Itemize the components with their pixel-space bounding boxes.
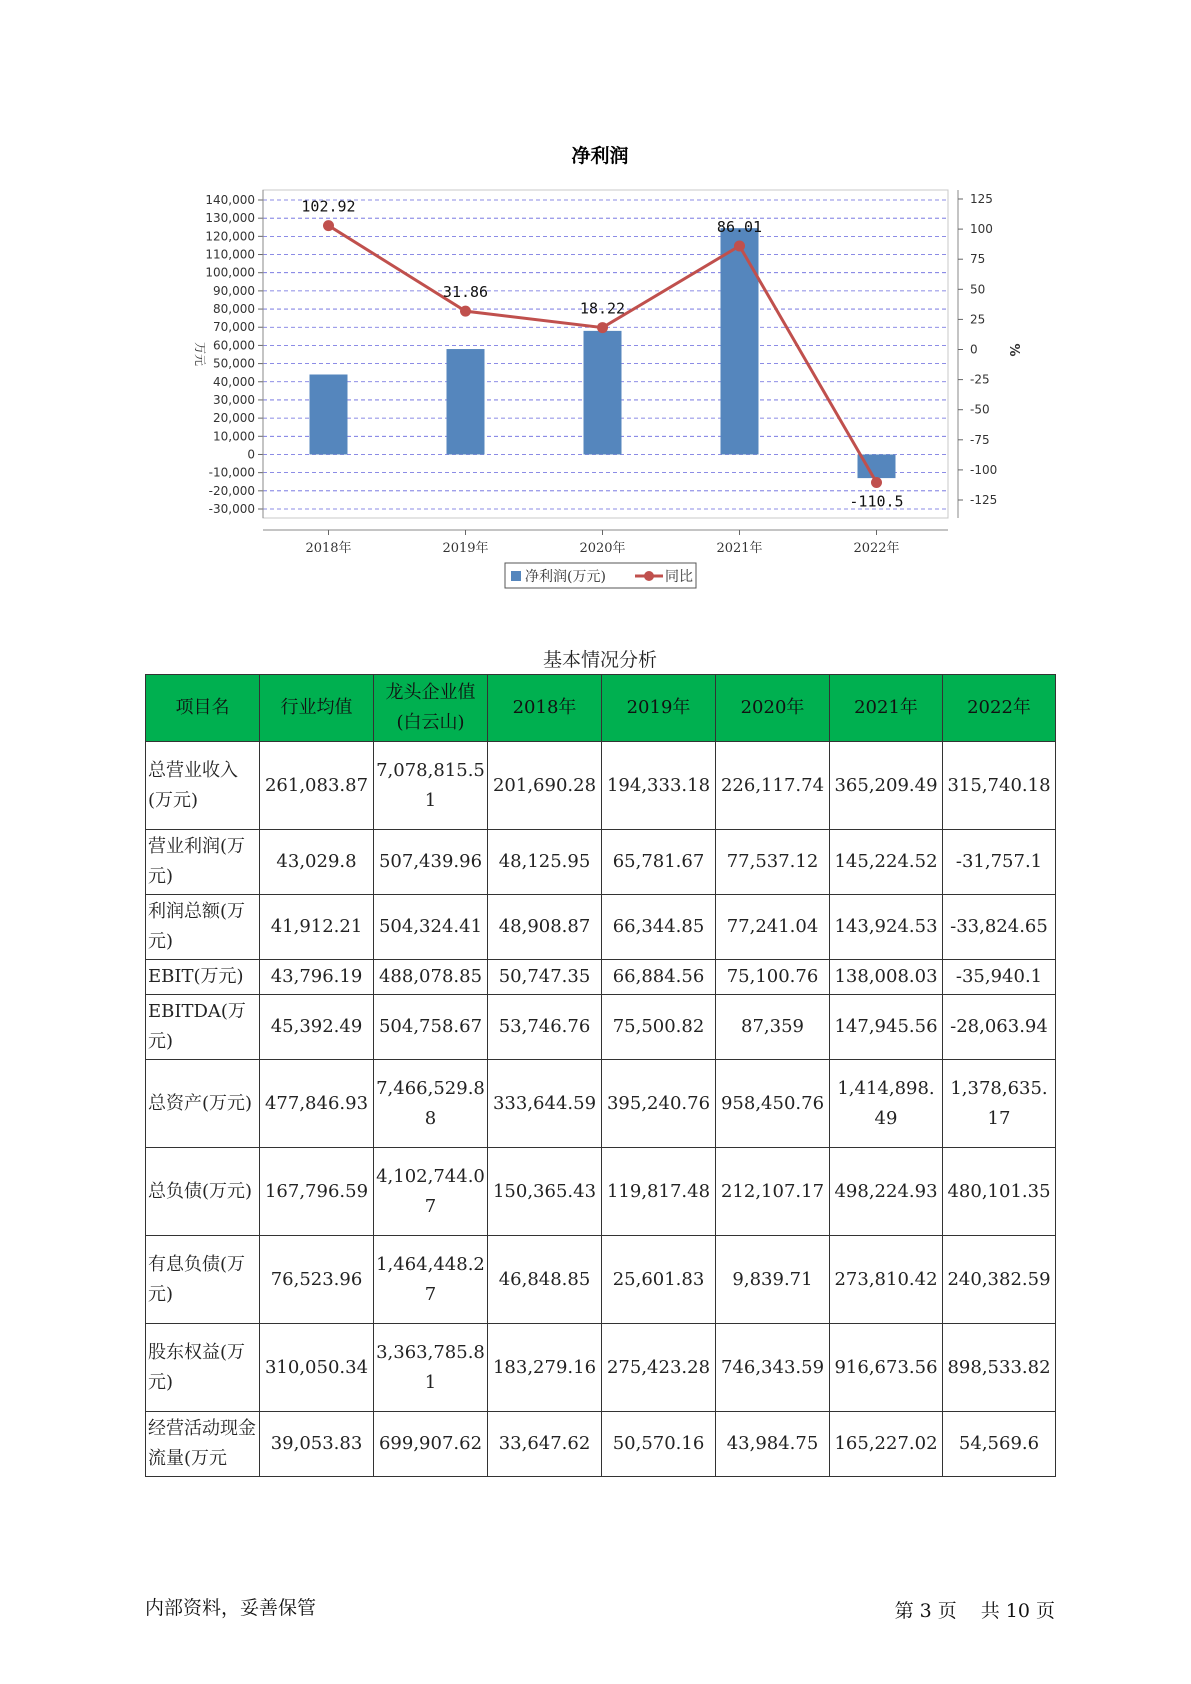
- y2-tick-label: 0: [970, 342, 978, 357]
- page-current: 3: [919, 1600, 932, 1622]
- net-profit-chart: [0, 0, 1191, 600]
- table-cell: 167,796.59: [260, 1148, 374, 1236]
- y2-tick-label: 100: [970, 222, 993, 237]
- table-row: [146, 1412, 1056, 1477]
- table-cell: 310,050.34: [260, 1324, 374, 1412]
- row-label: EBIT(万元): [146, 960, 260, 995]
- y-tick-label: 120,000: [205, 229, 255, 244]
- table-cell: 240,382.59: [943, 1236, 1056, 1324]
- chart-title: 净利润: [571, 145, 629, 167]
- y-tick-label: 0: [247, 447, 255, 462]
- legend-line-marker: [644, 571, 654, 581]
- table-cell: 365,209.49: [830, 742, 943, 830]
- x-tick-label: 2019年: [442, 541, 489, 556]
- table-cell: 65,781.67: [602, 830, 716, 895]
- row-label: 总资产(万元): [146, 1060, 260, 1148]
- table-cell: 75,500.82: [602, 995, 716, 1060]
- chart-svg: [0, 0, 1191, 600]
- bar-2019: [447, 349, 485, 454]
- page-prefix: 第: [894, 1600, 914, 1622]
- y-tick-label: -30,000: [208, 502, 255, 516]
- table-cell: 507,439.96: [374, 830, 488, 895]
- table-cell: 916,673.56: [830, 1324, 943, 1412]
- y-axis-label: 万元: [193, 341, 207, 367]
- y-tick-label: 80,000: [213, 302, 255, 317]
- table-cell: 50,747.35: [488, 960, 602, 995]
- table-cell: 746,343.59: [716, 1324, 830, 1412]
- yoy-point: [460, 306, 471, 317]
- table-cell: 333,644.59: [488, 1060, 602, 1148]
- table-header-row: [146, 675, 1056, 742]
- table-cell: 480,101.35: [943, 1148, 1056, 1236]
- table-cell: 46,848.85: [488, 1236, 602, 1324]
- table-header-5: 2020年: [716, 675, 830, 742]
- table-row: [146, 830, 1056, 895]
- y2-tick-label: 25: [970, 312, 986, 327]
- table-cell: 504,324.41: [374, 895, 488, 960]
- x-tick-label: 2020年: [579, 541, 626, 556]
- table-cell: 1,378,635.17: [943, 1060, 1056, 1148]
- y2-tick-label: -100: [970, 462, 998, 477]
- row-label: 总负债(万元): [146, 1148, 260, 1236]
- table-cell: 77,537.12: [716, 830, 830, 895]
- footer-confidential: 内部资料，妥善保管: [145, 1597, 317, 1619]
- y2-tick-label: 50: [970, 282, 986, 297]
- table-cell: 147,945.56: [830, 995, 943, 1060]
- y2-tick-label: -25: [970, 372, 990, 387]
- table-cell: 7,078,815.51: [374, 742, 488, 830]
- table-cell: 33,647.62: [488, 1412, 602, 1477]
- table-row: [146, 1236, 1056, 1324]
- row-label: EBITDA(万元): [146, 995, 260, 1060]
- x-tick-label: 2021年: [716, 541, 763, 556]
- total-prefix: 共: [980, 1600, 1000, 1622]
- row-label: 利润总额(万元): [146, 895, 260, 960]
- table-row: [146, 995, 1056, 1060]
- row-label: 有息负债(万元): [146, 1236, 260, 1324]
- bar-2020: [584, 331, 622, 455]
- table-cell: -35,940.1: [943, 960, 1056, 995]
- y2-tick-label: 75: [970, 252, 986, 267]
- table-cell: 119,817.48: [602, 1148, 716, 1236]
- table-cell: 43,029.8: [260, 830, 374, 895]
- page-unit: 页: [937, 1600, 957, 1622]
- footer-page-number: [889, 1596, 1055, 1623]
- table-cell: 4,102,744.07: [374, 1148, 488, 1236]
- table-title: 基本情况分析: [542, 649, 657, 671]
- y-tick-label: 70,000: [213, 320, 255, 335]
- table-cell: 150,365.43: [488, 1148, 602, 1236]
- y2-tick-label: -50: [970, 402, 990, 417]
- y-tick-label: 110,000: [205, 247, 255, 262]
- bar-2021: [721, 228, 759, 454]
- table-row: [146, 742, 1056, 830]
- legend-line-label: 同比: [665, 569, 693, 585]
- table-cell: 66,344.85: [602, 895, 716, 960]
- yoy-point: [597, 322, 608, 333]
- table-cell: 77,241.04: [716, 895, 830, 960]
- table-cell: -33,824.65: [943, 895, 1056, 960]
- y-tick-label: -10,000: [208, 465, 255, 480]
- table-row: [146, 1148, 1056, 1236]
- table-cell: 315,740.18: [943, 742, 1056, 830]
- table-header-2: 龙头企业值(白云山): [374, 675, 488, 742]
- row-label: 经营活动现金流量(万元: [146, 1412, 260, 1477]
- table-cell: 898,533.82: [943, 1324, 1056, 1412]
- table-cell: 43,984.75: [716, 1412, 830, 1477]
- table-cell: 3,363,785.81: [374, 1324, 488, 1412]
- y2-tick-label: -75: [970, 432, 990, 447]
- y-tick-label: 140,000: [205, 193, 255, 207]
- table-row: [146, 895, 1056, 960]
- table-cell: 477,846.93: [260, 1060, 374, 1148]
- yoy-data-label: 18.22: [579, 299, 626, 318]
- table-cell: 275,423.28: [602, 1324, 716, 1412]
- yoy-data-label: 86.01: [716, 217, 763, 236]
- yoy-data-label: 31.86: [442, 283, 489, 302]
- table-header-0: 项目名: [146, 675, 260, 742]
- table-cell: 273,810.42: [830, 1236, 943, 1324]
- table-cell: 54,569.6: [943, 1412, 1056, 1477]
- table-cell: 41,912.21: [260, 895, 374, 960]
- bar-2018: [310, 374, 348, 454]
- row-label: 总营业收入(万元): [146, 742, 260, 830]
- table-cell: 50,570.16: [602, 1412, 716, 1477]
- table-cell: -28,063.94: [943, 995, 1056, 1060]
- y-tick-label: 130,000: [205, 211, 255, 226]
- table-cell: 25,601.83: [602, 1236, 716, 1324]
- legend-bar-label: 净利润(万元): [525, 569, 606, 585]
- table-cell: 498,224.93: [830, 1148, 943, 1236]
- table-cell: 395,240.76: [602, 1060, 716, 1148]
- row-label: 营业利润(万元): [146, 830, 260, 895]
- table-cell: 7,466,529.88: [374, 1060, 488, 1148]
- table-header-4: 2019年: [602, 675, 716, 742]
- table-cell: 504,758.67: [374, 995, 488, 1060]
- table-cell: 261,083.87: [260, 742, 374, 830]
- yoy-data-label: 102.92: [301, 197, 356, 216]
- table-header-6: 2021年: [830, 675, 943, 742]
- y-tick-label: 60,000: [213, 338, 255, 353]
- table-cell: 194,333.18: [602, 742, 716, 830]
- table-cell: 958,450.76: [716, 1060, 830, 1148]
- table-cell: 48,908.87: [488, 895, 602, 960]
- table-cell: 76,523.96: [260, 1236, 374, 1324]
- y-tick-label: 30,000: [213, 392, 255, 407]
- y-tick-label: 40,000: [213, 374, 255, 389]
- table-cell: 45,392.49: [260, 995, 374, 1060]
- table-cell: 699,907.62: [374, 1412, 488, 1477]
- legend-bar-swatch: [511, 571, 521, 581]
- table-row: [146, 1324, 1056, 1412]
- total-unit: 页: [1035, 1600, 1055, 1622]
- table-cell: 53,746.76: [488, 995, 602, 1060]
- y-tick-label: -20,000: [208, 483, 255, 498]
- yoy-data-label: -110.5: [849, 492, 904, 511]
- table-cell: 201,690.28: [488, 742, 602, 830]
- y-tick-label: 10,000: [213, 429, 255, 444]
- page-total: 10: [1005, 1600, 1030, 1622]
- table-cell: 87,359: [716, 995, 830, 1060]
- table-cell: 226,117.74: [716, 742, 830, 830]
- table-row: [146, 1060, 1056, 1148]
- table-cell: 66,884.56: [602, 960, 716, 995]
- table-header-3: 2018年: [488, 675, 602, 742]
- y-tick-label: 90,000: [213, 283, 255, 298]
- y-tick-label: 100,000: [205, 265, 255, 280]
- table-cell: 1,464,448.27: [374, 1236, 488, 1324]
- table-cell: 143,924.53: [830, 895, 943, 960]
- yoy-point: [734, 240, 745, 251]
- yoy-point: [323, 220, 334, 231]
- y2-tick-label: 125: [970, 192, 993, 206]
- table-cell: 165,227.02: [830, 1412, 943, 1477]
- table-cell: 138,008.03: [830, 960, 943, 995]
- yoy-point: [871, 477, 882, 488]
- y2-tick-label: -125: [970, 493, 998, 507]
- table-cell: 75,100.76: [716, 960, 830, 995]
- table-cell: 39,053.83: [260, 1412, 374, 1477]
- table-cell: 1,414,898.49: [830, 1060, 943, 1148]
- y-tick-label: 50,000: [213, 356, 255, 371]
- analysis-table: [145, 674, 1056, 1477]
- table-cell: 48,125.95: [488, 830, 602, 895]
- y2-axis-label: %: [1006, 343, 1021, 357]
- table-cell: 212,107.17: [716, 1148, 830, 1236]
- table-cell: 9,839.71: [716, 1236, 830, 1324]
- y-tick-label: 20,000: [213, 411, 255, 426]
- row-label: 股东权益(万元): [146, 1324, 260, 1412]
- table-cell: -31,757.1: [943, 830, 1056, 895]
- table-row: [146, 960, 1056, 995]
- table-cell: 488,078.85: [374, 960, 488, 995]
- table-cell: 145,224.52: [830, 830, 943, 895]
- table-cell: 43,796.19: [260, 960, 374, 995]
- x-tick-label: 2022年: [853, 541, 900, 556]
- x-tick-label: 2018年: [305, 541, 352, 556]
- table-header-7: 2022年: [943, 675, 1056, 742]
- table-header-1: 行业均值: [260, 675, 374, 742]
- table-cell: 183,279.16: [488, 1324, 602, 1412]
